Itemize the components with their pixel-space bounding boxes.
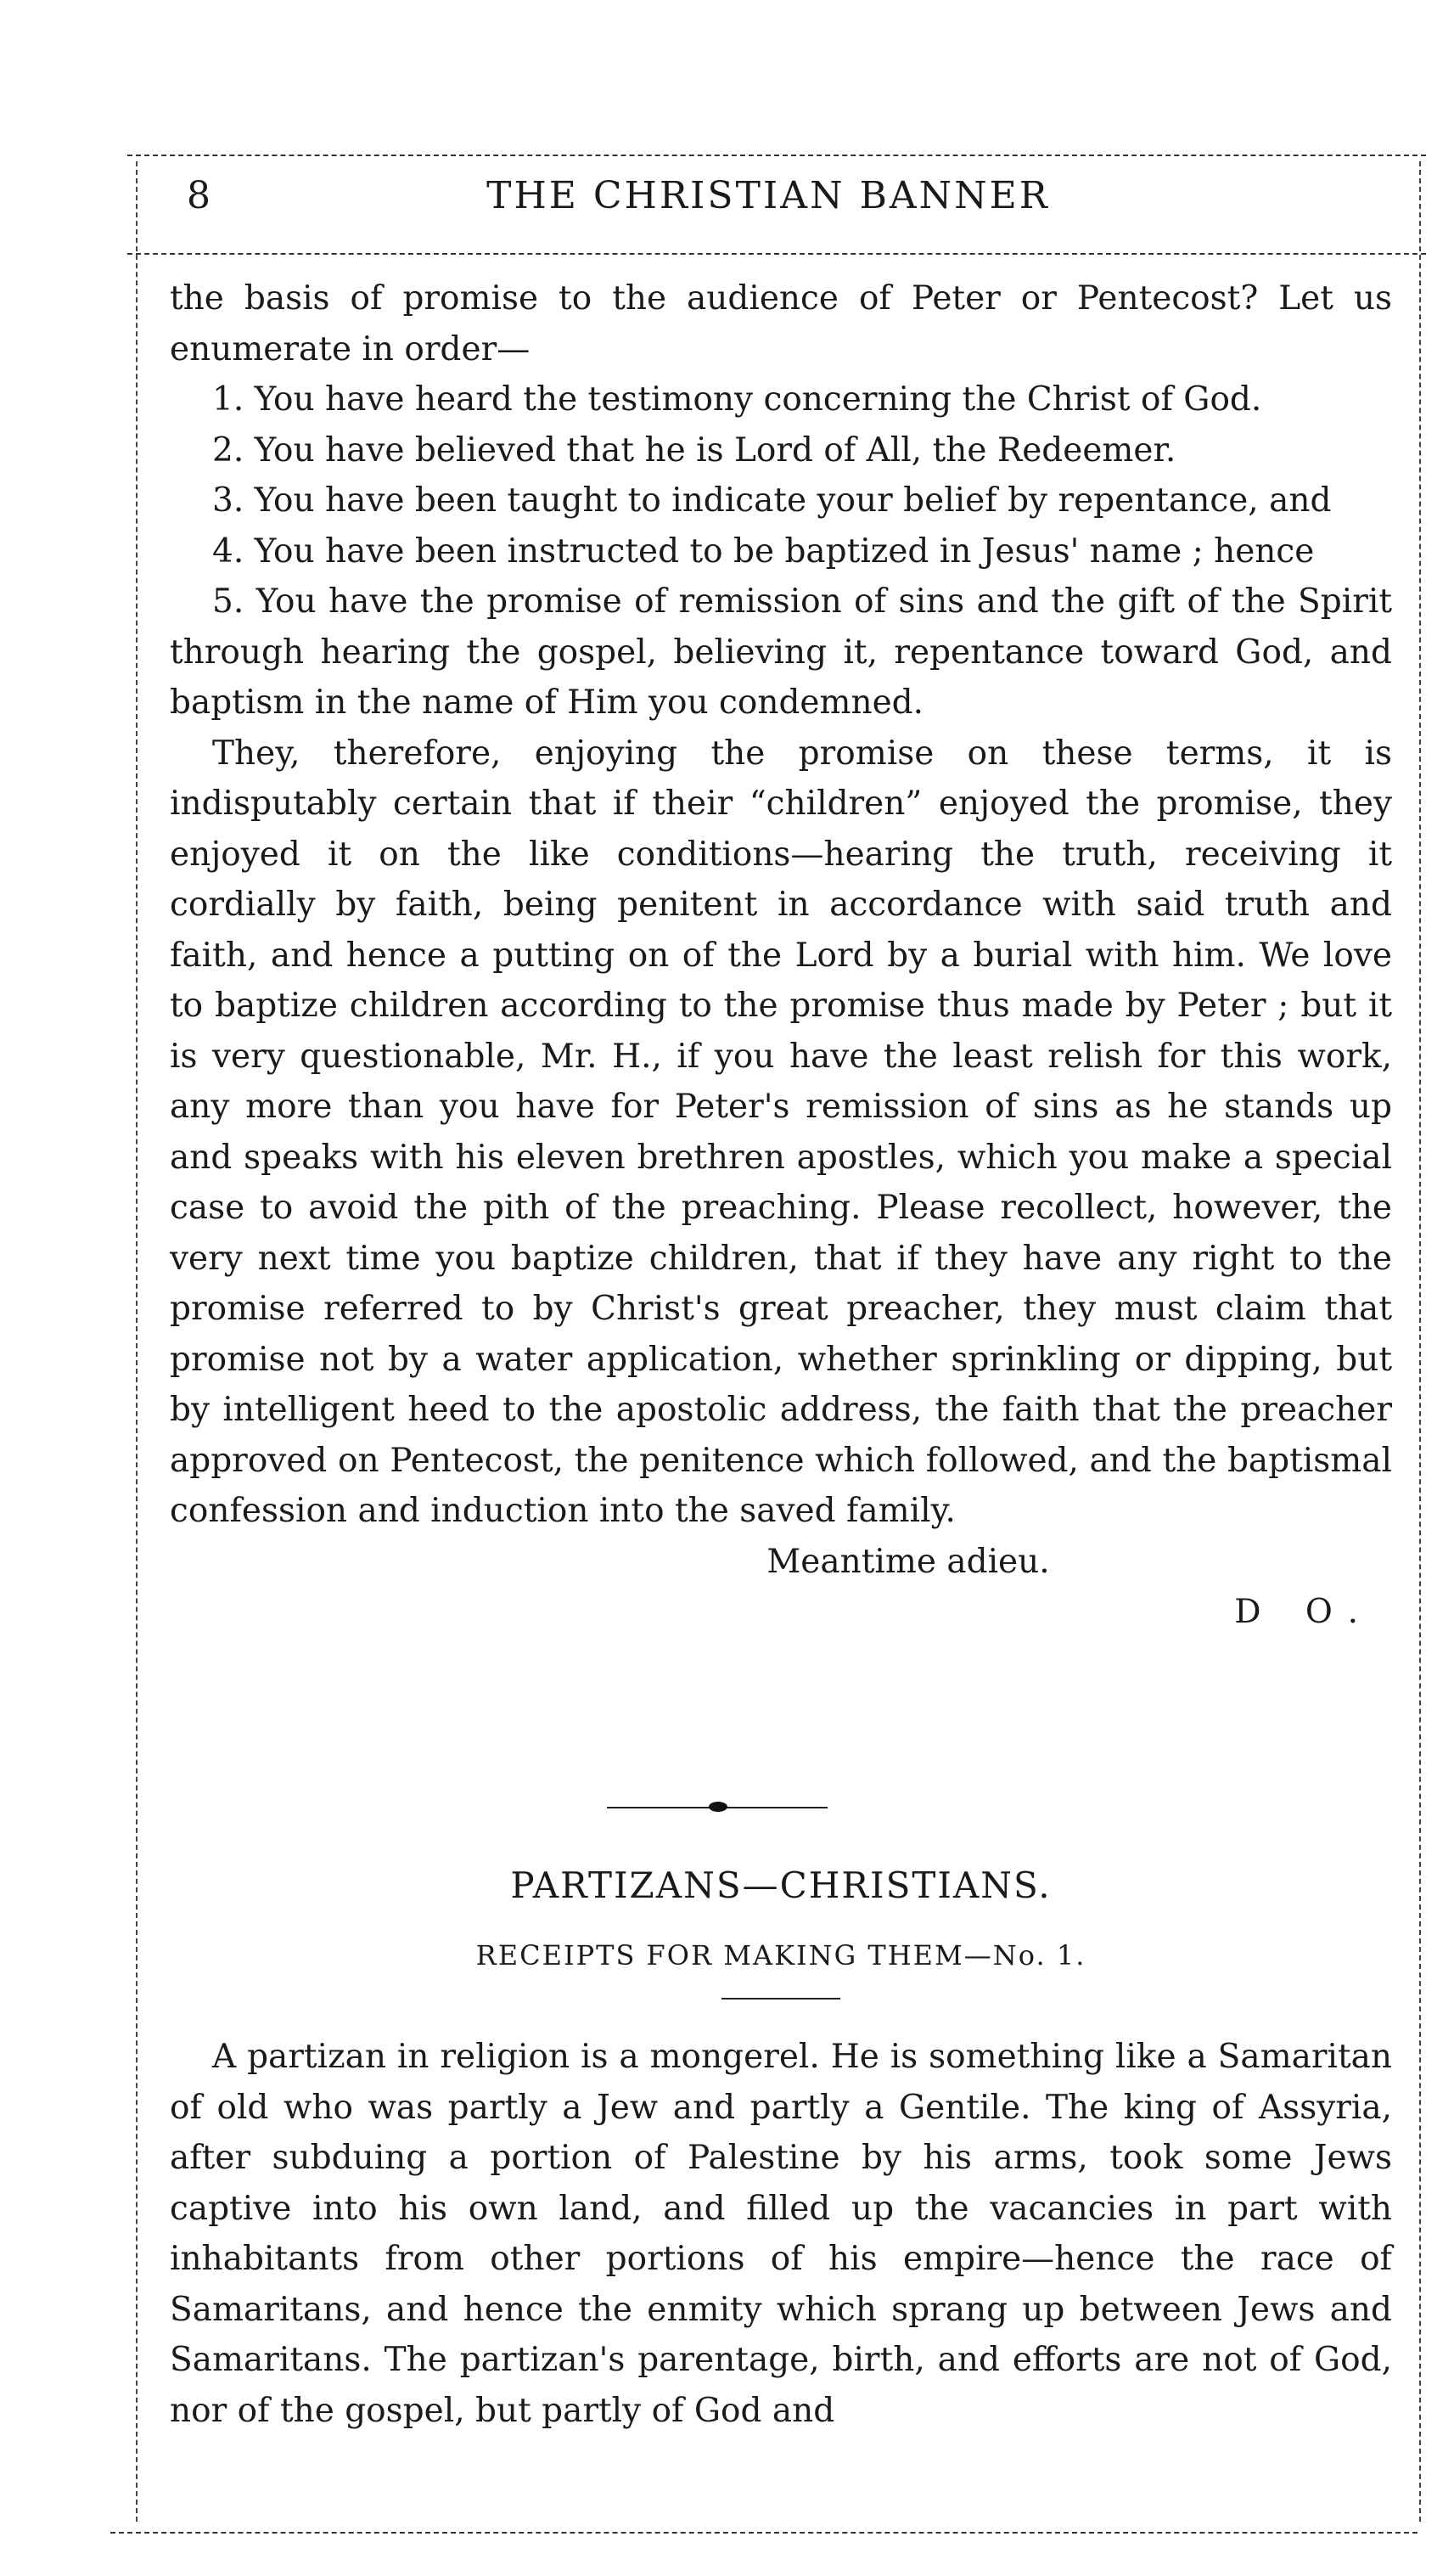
page-number: 8 xyxy=(187,174,211,217)
header-under-rule xyxy=(127,253,1426,255)
list-item: 4. You have been instructed to be baptized in Jesus' name ; hence xyxy=(212,532,1315,571)
list-item: 1. You have heard the testimony concerning the Christ of God. xyxy=(212,380,1262,419)
letter-initials: D O. xyxy=(1234,1593,1375,1631)
top-border-rule xyxy=(127,155,1426,156)
list-item: 5. You have the promise of remission of sins and the gift of the Spirit through hearing the gospel, believing it, repentance toward God, and baptism in the name of Him you condemned. xyxy=(170,582,1392,722)
article-paragraph: A partizan in religion is a mongerel. He is something like a Samaritan of old who was partly a Jew and partly a Gentile. The king of Assyria, after subduing a portion of Palestine by his arms, took some Jews captive into his own land, and filled up the vacancies in part with inhabitants from other portions of his empire—hence the race of Samaritans, and hence the enmity which sprang up between Jews and Samaritans. The partizan's parentage, birth, and efforts are not of God, nor of the gospel, but partly of God and xyxy=(170,2038,1392,2430)
subtitle-rule xyxy=(721,1998,840,1999)
letter-closing: Meantime adieu. xyxy=(766,1542,1050,1581)
left-border-rule xyxy=(136,161,138,2522)
list-item: 3. You have been taught to indicate your belief by repentance, and xyxy=(212,481,1332,520)
running-title: THE CHRISTIAN BANNER xyxy=(486,174,1050,217)
letter-paragraph: They, therefore, enjoying the promise on these terms, it is indisputably certain that if their “children” enjoyed the promise, they enjoyed it on the like conditions—hearing the truth, receiving it cordially by faith, being penitent in accordance with said truth and faith, and hence a putting on of the Lord by a burial with him. We love to baptize children according to the promise thus made by Peter ; but it is very questionable, Mr. H., if you have the least relish for this work, any more than you have for Peter's remission of sins as he stands up and speaks with his eleven brethren apostles, which you make a special case to avoid the pith of the preaching. Please recollect, however, the very next time you baptize children, that if they have any right to the promise referred to by Christ's great preacher, they must claim that promise not by a water application, whether sprinkling or dipping, but by intelligent heed to the apostolic address, the faith that the preacher approved on Pentecost, the penitence which followed, and the baptismal confession and induction into the saved family. xyxy=(170,734,1392,1530)
letter-intro: the basis of promise to the audience of Peter or Pentecost? Let us enumerate in order— xyxy=(170,279,1392,368)
divider-ornament xyxy=(709,1802,727,1812)
bottom-border-rule xyxy=(110,2532,1418,2534)
article-body xyxy=(170,2032,1392,2436)
right-border-rule xyxy=(1419,161,1421,2522)
article-subtitle: RECEIPTS FOR MAKING THEM—No. 1. xyxy=(475,1939,1086,1971)
page-header xyxy=(127,174,1409,233)
letter-body xyxy=(170,273,1392,1638)
list-item: 2. You have believed that he is Lord of All, the Redeemer. xyxy=(212,430,1176,470)
article-title: PARTIZANS—CHRISTIANS. xyxy=(510,1865,1052,1906)
